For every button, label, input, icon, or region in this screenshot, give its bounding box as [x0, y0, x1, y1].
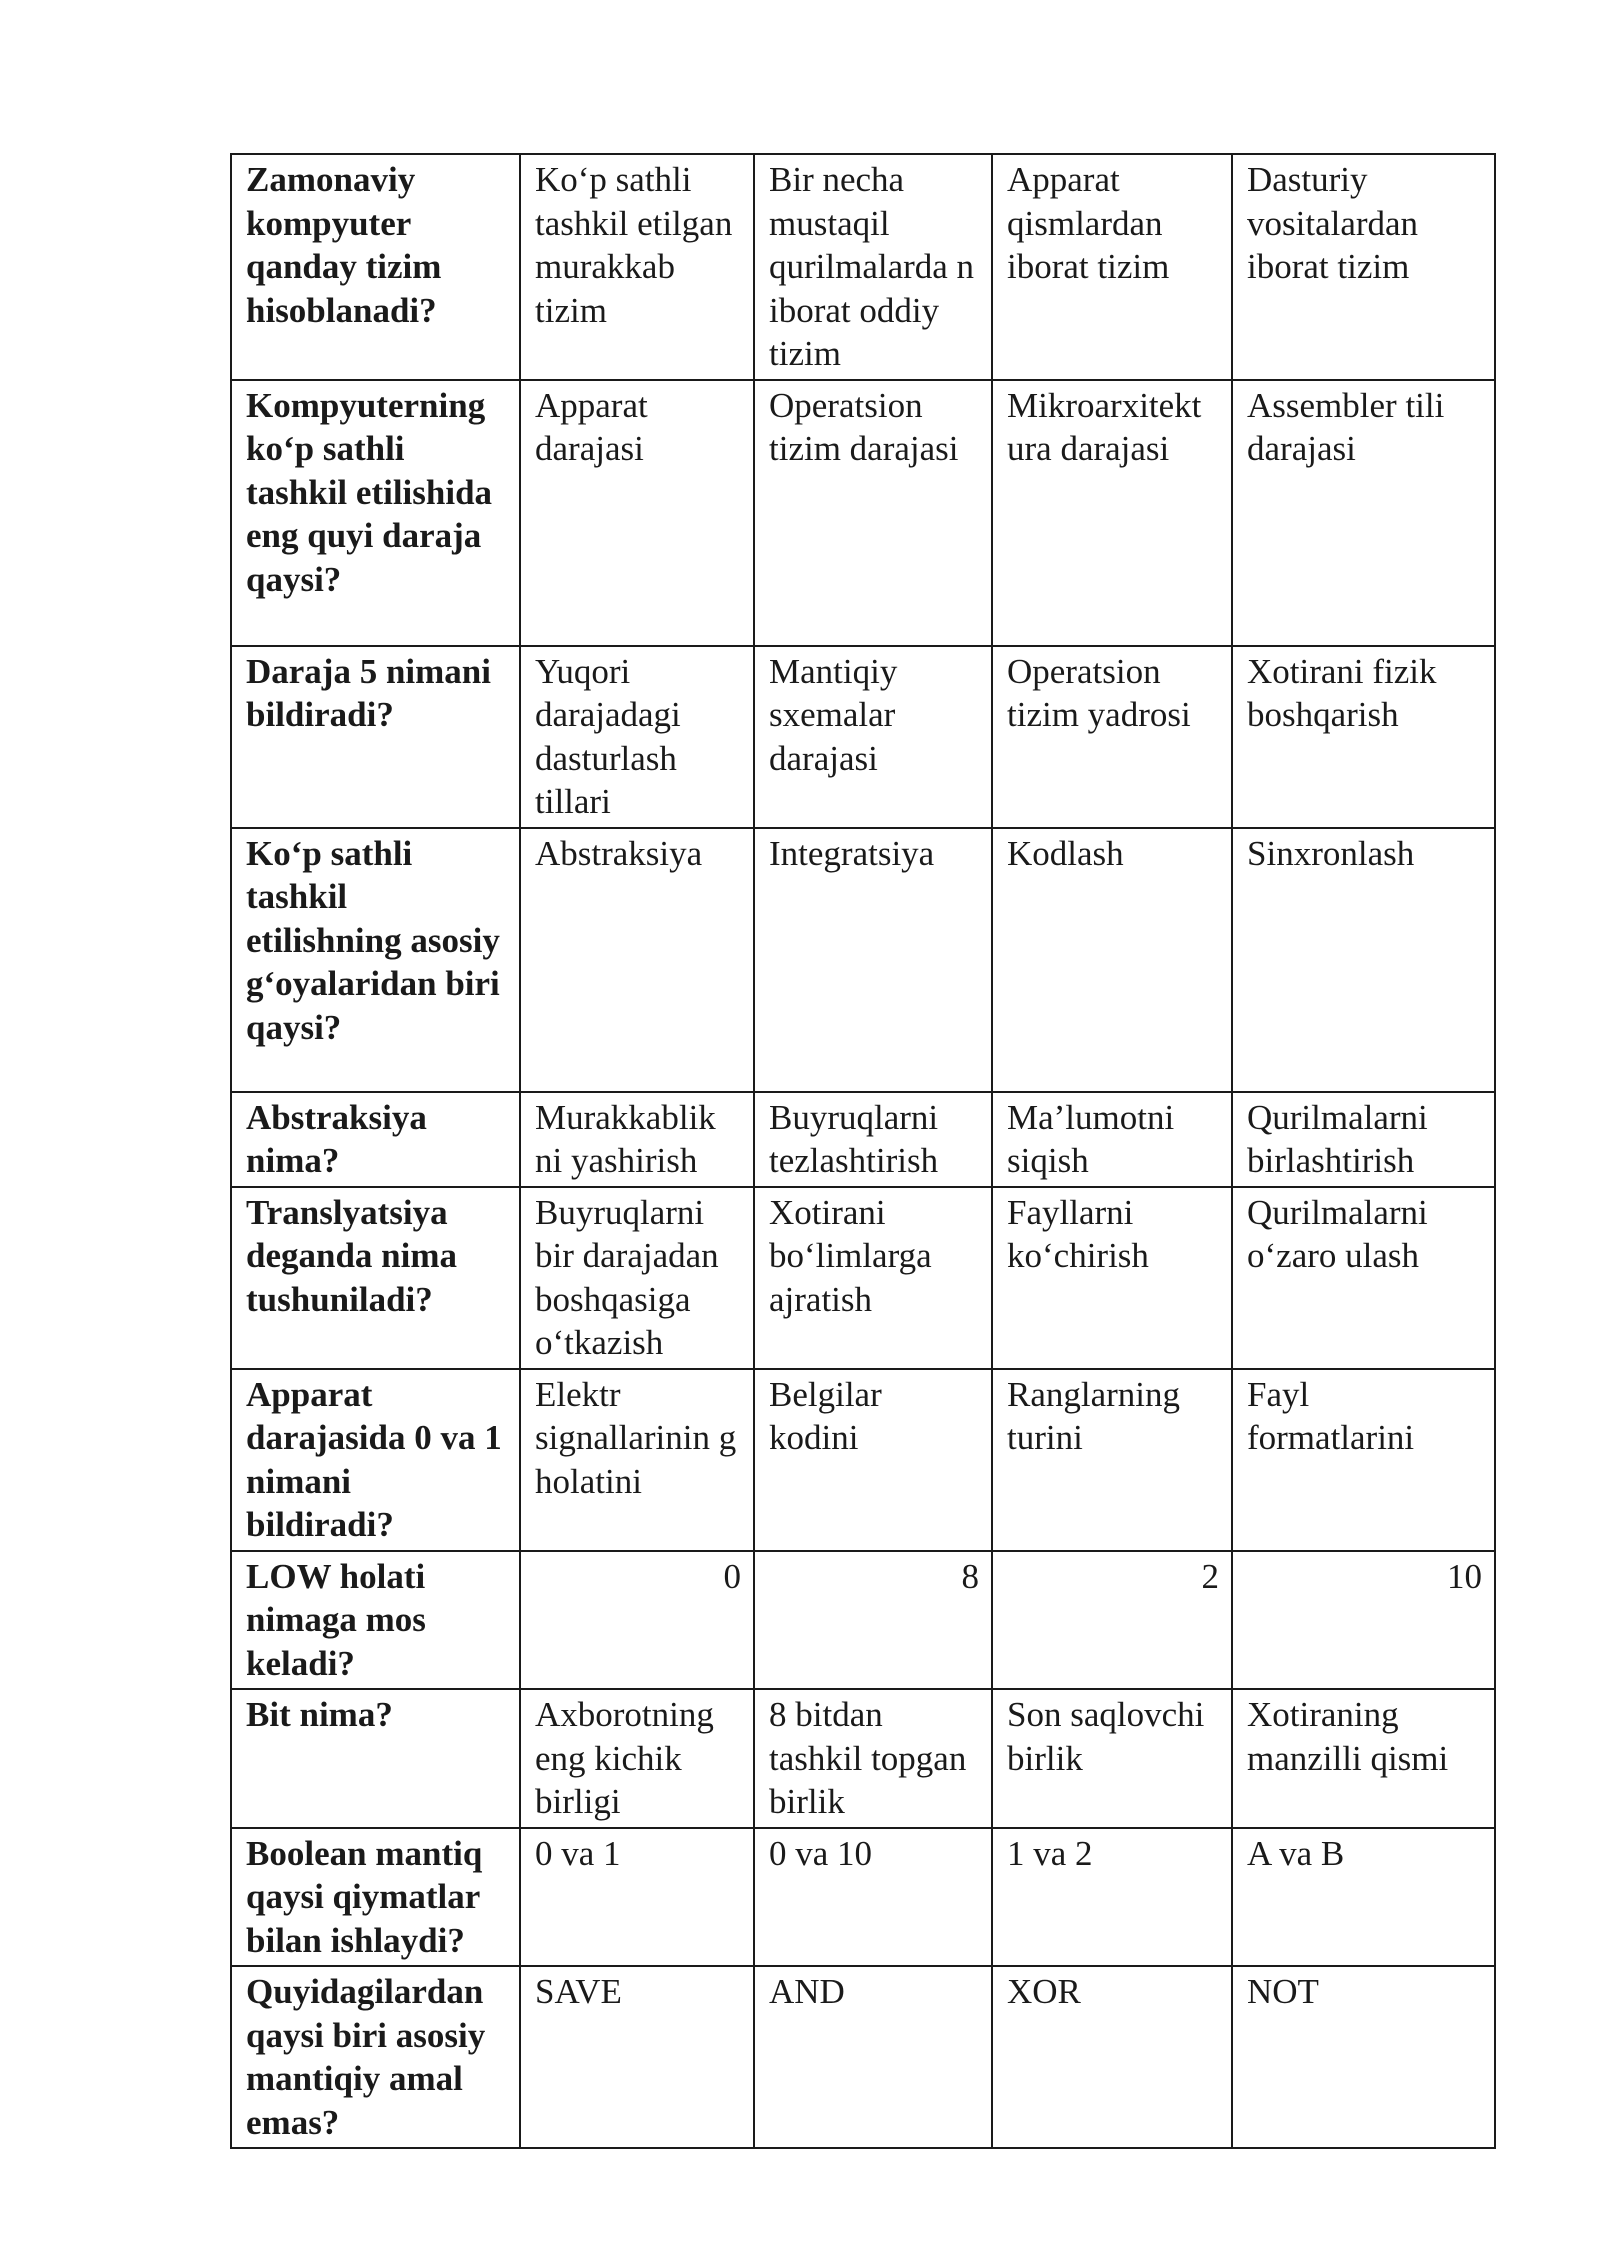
option-cell: 2	[992, 1551, 1232, 1690]
question-cell: Quyidagilardan qaysi biri asosiy mantiqiy amal emas?	[231, 1966, 520, 2148]
option-cell: Elektr signallarinin g holatini	[520, 1369, 754, 1551]
option-cell: 10	[1232, 1551, 1495, 1690]
option-cell: A va B	[1232, 1828, 1495, 1967]
option-cell: Buyruqlarni bir darajadan boshqasiga o‘tkazish	[520, 1187, 754, 1369]
option-cell: Sinxronlash	[1232, 828, 1495, 1092]
option-cell: Ma’lumotni siqish	[992, 1092, 1232, 1187]
table-row	[231, 828, 1495, 1092]
option-cell: 0 va 10	[754, 1828, 992, 1967]
option-cell: Apparat darajasi	[520, 380, 754, 646]
option-cell: Integratsiya	[754, 828, 992, 1092]
option-cell: Kodlash	[992, 828, 1232, 1092]
quiz-table	[230, 153, 1496, 2149]
question-cell: Daraja 5 nimani bildiradi?	[231, 646, 520, 828]
option-cell: 0 va 1	[520, 1828, 754, 1967]
table-row	[231, 646, 1495, 828]
table-row	[231, 1966, 1495, 2148]
option-cell: Ko‘p sathli tashkil etilgan murakkab tizim	[520, 154, 754, 380]
option-cell: Operatsion tizim darajasi	[754, 380, 992, 646]
option-cell: AND	[754, 1966, 992, 2148]
question-cell: LOW holati nimaga mos keladi?	[231, 1551, 520, 1690]
question-cell: Zamonaviy kompyuter qanday tizim hisoblanadi?	[231, 154, 520, 380]
option-cell: XOR	[992, 1966, 1232, 2148]
table-row	[231, 1551, 1495, 1690]
table-row	[231, 1828, 1495, 1967]
option-cell: Buyruqlarni tezlashtirish	[754, 1092, 992, 1187]
option-cell: Mikroarxitekt ura darajasi	[992, 380, 1232, 646]
table-row	[231, 154, 1495, 380]
option-cell: 1 va 2	[992, 1828, 1232, 1967]
option-cell: Mantiqiy sxemalar darajasi	[754, 646, 992, 828]
option-cell: Belgilar kodini	[754, 1369, 992, 1551]
option-cell: Assembler tili darajasi	[1232, 380, 1495, 646]
table-row	[231, 1187, 1495, 1369]
option-cell: Abstraksiya	[520, 828, 754, 1092]
option-cell: Bir necha mustaqil qurilmalarda n iborat oddiy tizim	[754, 154, 992, 380]
option-cell: 0	[520, 1551, 754, 1690]
question-cell: Ko‘p sathli tashkil etilishning asosiy g‘oyalaridan biri qaysi?	[231, 828, 520, 1092]
option-cell: Fayllarni ko‘chirish	[992, 1187, 1232, 1369]
question-cell: Abstraksiya nima?	[231, 1092, 520, 1187]
option-cell: Son saqlovchi birlik	[992, 1689, 1232, 1828]
option-cell: Apparat qismlardan iborat tizim	[992, 154, 1232, 380]
option-cell: Qurilmalarni o‘zaro ulash	[1232, 1187, 1495, 1369]
option-cell: Fayl formatlarini	[1232, 1369, 1495, 1551]
option-cell: Yuqori darajadagi dasturlash tillari	[520, 646, 754, 828]
option-cell: Xotirani bo‘limlarga ajratish	[754, 1187, 992, 1369]
option-cell: Xotirani fizik boshqarish	[1232, 646, 1495, 828]
option-cell: SAVE	[520, 1966, 754, 2148]
table-row	[231, 1092, 1495, 1187]
table-row	[231, 1689, 1495, 1828]
question-cell: Translyatsiya deganda nima tushuniladi?	[231, 1187, 520, 1369]
option-cell: 8	[754, 1551, 992, 1690]
option-cell: NOT	[1232, 1966, 1495, 2148]
option-cell: Ranglarning turini	[992, 1369, 1232, 1551]
option-cell: Qurilmalarni birlashtirish	[1232, 1092, 1495, 1187]
question-cell: Kompyuterning ko‘p sathli tashkil etilishida eng quyi daraja qaysi?	[231, 380, 520, 646]
question-cell: Apparat darajasida 0 va 1 nimani bildiradi?	[231, 1369, 520, 1551]
question-cell: Bit nima?	[231, 1689, 520, 1828]
option-cell: Xotiraning manzilli qismi	[1232, 1689, 1495, 1828]
option-cell: Operatsion tizim yadrosi	[992, 646, 1232, 828]
option-cell: Dasturiy vositalardan iborat tizim	[1232, 154, 1495, 380]
table-row	[231, 1369, 1495, 1551]
question-cell: Boolean mantiq qaysi qiymatlar bilan ishlaydi?	[231, 1828, 520, 1967]
option-cell: Murakkablik ni yashirish	[520, 1092, 754, 1187]
table-row	[231, 380, 1495, 646]
option-cell: 8 bitdan tashkil topgan birlik	[754, 1689, 992, 1828]
option-cell: Axborotning eng kichik birligi	[520, 1689, 754, 1828]
